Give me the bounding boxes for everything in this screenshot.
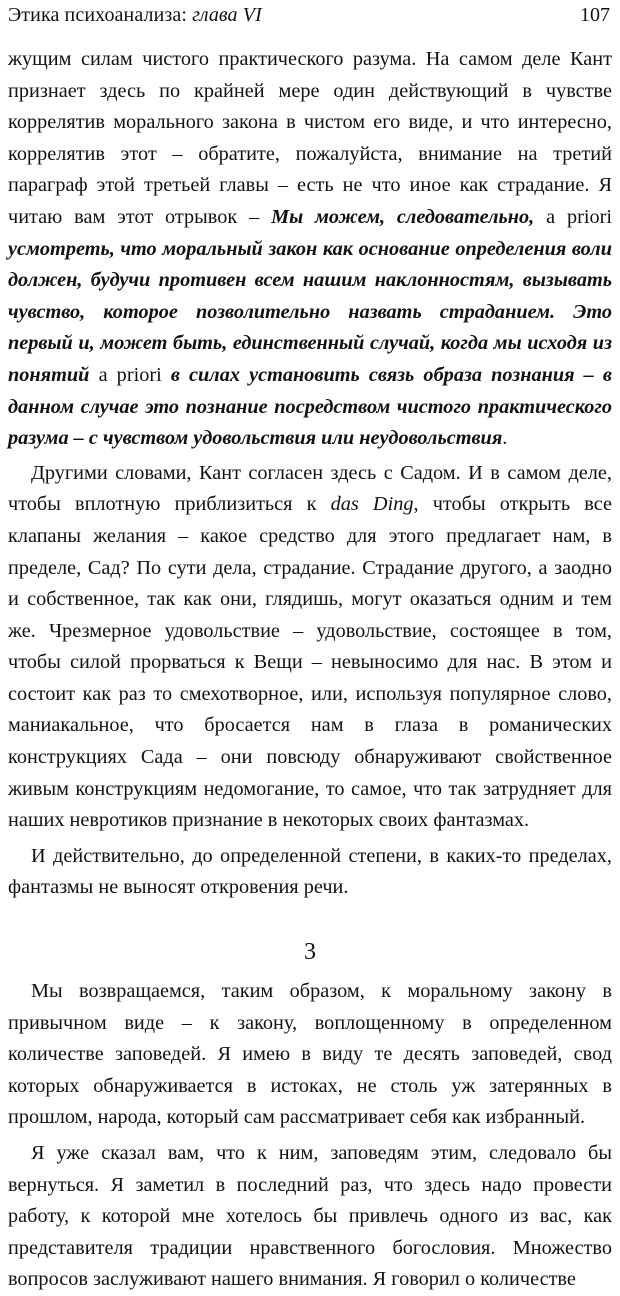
quote-run: в силах установить связь образа познания – в данном случае это познание посредством чистого практического разума – с чувством удовольствия или неудовольствия <box>8 363 612 450</box>
paragraph-moral-law: Мы возвращаемся, таким образом, к моральному закону в привычном виде – к закону, воплощенному в определенном количестве заповедей. Я имею в виду те десять заповедей, свод которых обнаруживается в истоках, не столь уж затерянных в прошлом, народа, который сам рассматривает себя как избранный. <box>8 980 612 1129</box>
running-title-roman: Этика психоанализа: <box>8 4 193 26</box>
text-run: . <box>502 427 508 450</box>
quote-run: Мы можем, следовательно, <box>271 205 535 228</box>
running-title-italic: глава VI <box>192 4 262 26</box>
text-run: a priori <box>534 205 613 228</box>
quote-run: усмотреть, что моральный закон как основание определения воли должен, будучи противен всем нашим наклонностям, вызывать чувство, которое позволительно назвать страданием. Это первый и, может быть, единственный случай, когда мы исходя из понятий <box>8 237 612 386</box>
paragraph-kant-quote <box>8 44 612 455</box>
text-run: a priori <box>89 363 171 386</box>
paragraph-kant-sade <box>8 458 612 837</box>
text-run: Другими словами, Кант согласен здесь с Садом. И в самом деле, чтобы вплотную приблизиться к <box>8 461 612 516</box>
body-text <box>8 44 612 1296</box>
text-run: жущим силам чистого практического разума. На самом деле Кант признает здесь по крайней мере один действующий в чувстве коррелятив морального закона в чистом его виде, и что интересно, коррелятив этот – обратите, пожалуйста, внимание на третий параграф этой третьей главы – есть не что иное как страдание. Я читаю вам этот отрывок – <box>8 48 612 228</box>
paragraph-commandments: Я уже сказал вам, что к ним, заповедям этим, следовало бы вернуться. Я заметил в последний раз, что здесь надо провести работу, к которой мне хотелось бы привлечь одного из вас, как представителя традиции нравственного богословия. Множество вопросов заслуживают нашего внимания. Я говорил о количестве <box>8 1142 612 1291</box>
italic-term: das Ding <box>330 493 414 516</box>
page-number: 107 <box>580 4 610 26</box>
paragraph-fantasms: И действительно, до определенной степени, в каких-то пределах, фантазмы не выносят откровения речи. <box>8 844 612 899</box>
text-run: , чтобы открыть все клапаны желания – какое средство для этого предлагает нам, в пределе, Сад? По сути дела, страдание. Страдание другого, а заодно и собственное, так как они, глядишь, могут оказаться одним и тем же. Чрезмерное удовольствие – удовольствие, состоящее в том, чтобы силой прорваться к Вещи – невыносимо для нас. В этом и состоит как раз то смехотворное, или, используя популярное слово, маниакальное, что бросается нам в глаза в романических конструкциях Сада – они повсюду обнаруживают свойственное живым конструкциям недомогание, то самое, что так затрудняет для наших невротиков признание в некоторых своих фантазмах. <box>8 493 613 832</box>
running-title <box>8 4 262 27</box>
running-header <box>8 4 612 44</box>
section-number: 3 <box>304 939 316 966</box>
